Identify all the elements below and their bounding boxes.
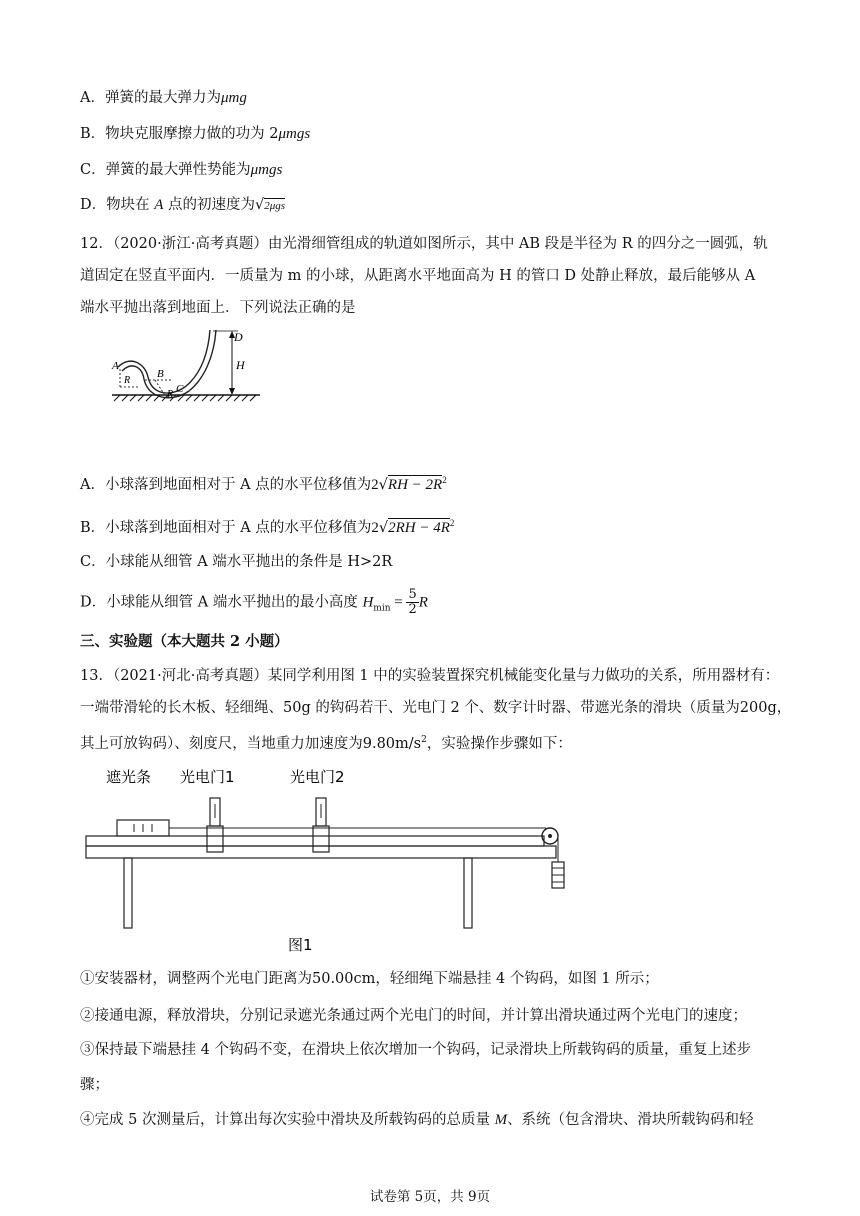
q12-option-a: A．小球落到地面相对于 A 点的水平位移值为$2√RH - 2R^2$ [80,475,447,493]
page-footer: 试卷第 5页，共 9页 [369,1189,491,1205]
photogate-2-base [313,826,329,852]
label-c: C [176,383,184,395]
q13-stem-line-1: 13．（2021·河北·高考真题）某同学利用图 1 中的实验装置探究机械能变化量与力做功的关系，所用器材有： [80,668,780,684]
label-gate-1: 光电门1 [180,768,235,786]
step-4: ④完成 5 次测量后，计算出每次实验中滑块及所载钩码的总质量 M、系统（包含滑块、滑块所载钩码和轻 [80,1112,754,1128]
q12-stem-line-1: 12．（2020·浙江·高考真题）由光滑细管组成的轨道如图所示，其中 AB 段是半径为 R 的四分之一圆弧，轨 [80,236,768,252]
q11-option-a: A．弹簧的最大弹力为μmg [80,90,247,106]
track-figure [100,325,270,410]
label-gate-2: 光电门2 [290,768,345,786]
q11-option-d: D．物块在 A 点的初速度为√2μgs [80,197,286,213]
fraction-5-2: $\frac{5}{2}$ [408,587,417,617]
label-r1: R [124,375,131,386]
label-d: D [234,330,243,344]
q13-stem-line-3: 其上可放钩码）、刻度尺，当地重力加速度为$9.80m/s^2$，实验操作步骤如下： [80,735,572,752]
q11-option-b: B．物块克服摩擦力做的功为 2μmgs [80,126,311,142]
step-2: ②接通电源，释放滑块，分别记录遮光条通过两个光电门的时间，并计算出滑块通过两个光电门的速度； [80,1008,747,1024]
photogate-1-base [207,826,223,852]
q12-stem-line-2: 道固定在竖直平面内．一质量为 m 的小球，从距离水平地面高为 H 的管口 D 处静止释放，最后能够从 A [80,268,756,284]
table-leg-right [464,858,472,928]
q13-stem-line-2: 一端带滑轮的长木板、轻细绳、50g 的钩码若干、光电门 2 个、数字计时器、带遮光条的滑块（质量为200g， [80,700,792,716]
label-h: H [236,358,245,372]
figure-caption: 图1 [288,936,313,954]
q12-stem-line-3: 端水平抛出落到地面上．下列说法正确的是 [80,300,356,316]
label-b: B [157,368,164,380]
height-arrow-bottom [229,388,235,395]
label-a: A [112,360,119,372]
step-3-line-1: ③保持最下端悬挂 4 个钩码不变，在滑块上依次增加一个钩码，记录滑块上所载钩码的质量，重复上述步 [80,1042,751,1058]
pulley-axle [548,834,552,838]
q12-option-b: B．小球落到地面相对于 A 点的水平位移值为$2√2RH - 4R^2$ [80,518,455,536]
table-leg-left [124,858,132,928]
apparatus-figure [80,762,580,962]
label-shade-strip: 遮光条 [106,768,152,786]
ground-hatching [114,395,256,401]
section-heading: 三、实验题（本大题共 2 小题） [80,633,289,650]
step-1: ①安装器材，调整两个光电门距离为50.00cm，轻细绳下端悬挂 4 个钩码，如图 1 所示； [80,971,659,987]
q11-option-c: C．弹簧的最大弹性势能为μmgs [80,162,283,178]
long-board [86,836,544,846]
q12-option-d: D．小球能从细管 A 端水平抛出的最小高度 $H_{min}$ = $\frac{5}{2}$ R [80,587,428,617]
q12-option-c: C．小球能从细管 A 端水平抛出的条件是 H>2R [80,554,393,570]
label-r2: R [167,389,174,400]
step-3-line-2: 骤； [80,1077,109,1093]
